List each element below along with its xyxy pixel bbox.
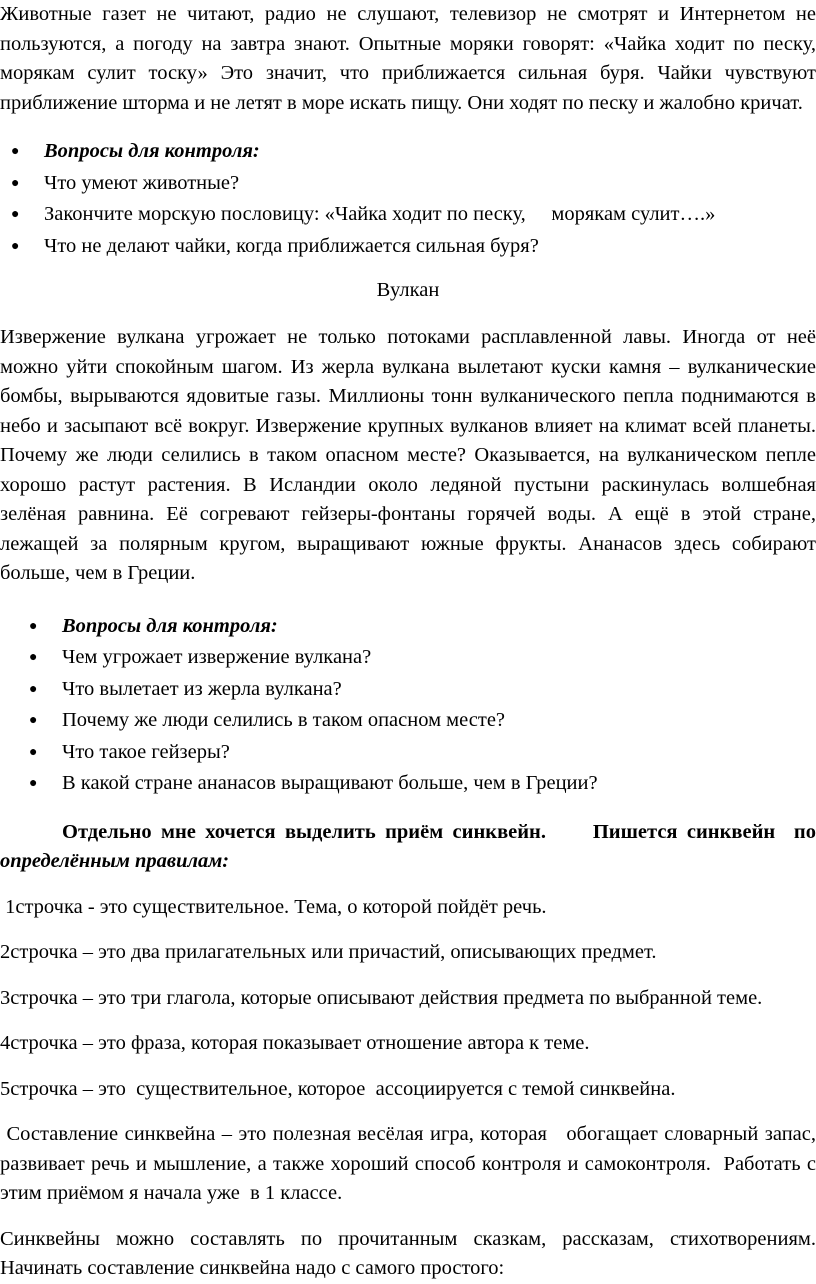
list-item (0, 674, 816, 706)
questions-title: Вопросы для контроля: (44, 140, 260, 162)
cinquain-intro (0, 818, 816, 877)
question-text: Почему же люди селились в таком опасном месте? (62, 709, 506, 731)
list-item (0, 768, 816, 800)
volcano-paragraph: Извержение вулкана угрожает не только потоками расплавленной лавы. Иногда от неё можно уйти спокойным шагом. Из жерла вулкана вылетают куски камня – вулканические бомбы, вырываются ядовитые газы. Миллионы тонн вулканического пепла поднимаются в небо и засыпают всё вокруг. Извержение крупных вулканов влияет на климат всей планеты. Почему же люди селились в таком опасном месте? Оказывается, на вулканическом пепле хорошо растут растения. В Исландии около ледяной пустыни раскинулась волшебная зелёная равнина. Её согревают гейзеры-фонтаны горячей воды. А ещё в этой стране, лежащей за полярным кругом, выращивают южные фрукты. Ананасов здесь собирают больше, чем в Греции. (0, 326, 816, 584)
cinquain-line-1: 1строчка - это существительное. Тема, о которой пойдёт речь. (0, 895, 547, 918)
question-text: Закончите морскую пословицу: «Чайка ходит по песку, морякам сулит….» (44, 203, 716, 225)
list-item (0, 199, 816, 231)
bullet-icon: ● (29, 776, 38, 791)
list-item (0, 642, 816, 674)
question-text: Что умеют животные? (44, 171, 240, 194)
cinquain-line-5: 5строчка – это существительное, которое ассоциируется с темой синквейна. (0, 1077, 676, 1100)
seagull-paragraph: Животные газет не читают, радио не слушают, телевизор не смотрят и Интернетом не пользуются, а погоду на завтра знают. Опытные моряки говорят: «Чайка ходит по песку, морякам сулит тоску» Это значит, что приближается сильная буря. Чайки чувствуют приближение шторма и не летят в море искать пищу. Они ходят по песку и жалобно кричат. (0, 3, 816, 114)
bullet-icon: ● (29, 681, 38, 697)
bullet-icon: ● (29, 618, 38, 634)
seagull-questions-list (0, 136, 816, 262)
volcano-questions-list (0, 611, 816, 800)
bullet-icon: ● (29, 744, 38, 760)
questions-title: Вопросы для контроля: (62, 614, 278, 637)
cinquain-paragraph-1: Составление синквейна – это полезная весёлая игра, которая обогащает словарный запас, развивает речь и мышление, а также хороший способ контроля и самоконтроля. Работать с этим приёмом я начала уже в 1 классе. (0, 1123, 816, 1204)
volcano-title: Вулкан (376, 279, 440, 301)
cinquain-intro-rules: определённым правилам: (0, 850, 230, 872)
question-text: Что такое гейзеры? (62, 740, 230, 763)
bullet-icon: ● (11, 175, 20, 191)
list-item (0, 168, 816, 200)
question-text: Что вылетает из жерла вулкана? (62, 677, 342, 700)
list-item (0, 705, 816, 737)
question-text: В какой стране ананасов выращивают больше, чем в Греции? (62, 772, 598, 794)
cinquain-paragraph-2: Синквейны можно составлять по прочитанным сказкам, рассказам, стихотворениям. Начинать составление синквейна надо с самого простого: (0, 1227, 816, 1279)
cinquain-line-4: 4строчка – это фраза, которая показывает отношение автора к теме. (0, 1032, 590, 1054)
list-item (0, 737, 816, 769)
bullet-icon: ● (11, 144, 20, 159)
cinquain-line-3: 3строчка – это три глагола, которые описывают действия предмета по выбранной теме. (0, 986, 763, 1009)
bullet-icon: ● (29, 650, 38, 665)
question-text: Чем угрожает извержение вулкана? (62, 646, 372, 668)
list-item (0, 611, 816, 643)
list-item (0, 231, 816, 263)
bullet-icon: ● (11, 207, 20, 222)
list-item (0, 136, 816, 168)
question-text: Что не делают чайки, когда приближается сильная буря? (44, 234, 539, 257)
bullet-icon: ● (11, 238, 20, 254)
cinquain-line-2: 2строчка – это два прилагательных или причастий, описывающих предмет. (0, 941, 657, 963)
cinquain-intro-bold: Отдельно мне хочется выделить приём синквейн. Пишется синквейн по (62, 820, 816, 843)
bullet-icon: ● (29, 713, 38, 728)
